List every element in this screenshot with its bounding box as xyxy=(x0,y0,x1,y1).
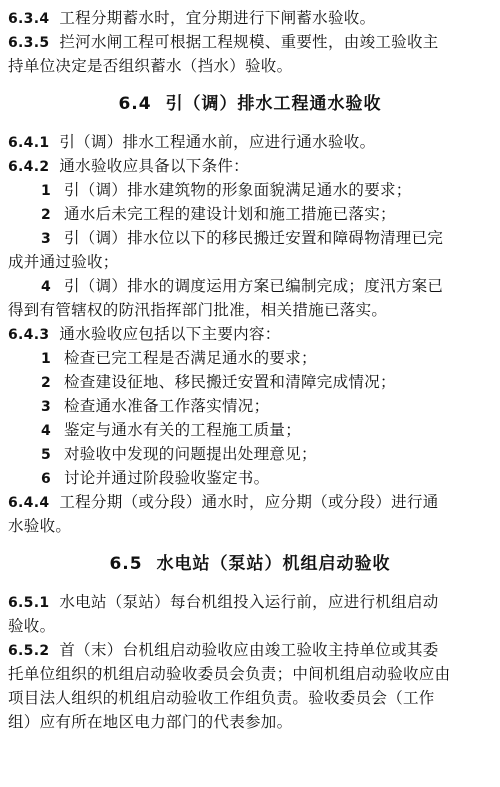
clause-text: 通水验收应具备以下条件： xyxy=(59,157,249,175)
section-title: 水电站（泵站）机组启动验收 xyxy=(156,554,391,574)
clause-text: 引（调）排水工程通水前，应进行通水验收。 xyxy=(59,133,376,151)
clause-6-4-2 xyxy=(8,154,492,178)
item-text: 引（调）排水位以下的移民搬迁安置和障碍物清理已完 xyxy=(64,229,444,247)
item-text: 成并通过验收； xyxy=(8,253,119,271)
item-text: 讨论并通过阶段验收鉴定书。 xyxy=(64,469,270,487)
list-item xyxy=(8,274,492,298)
clause-6-3-5-cont xyxy=(8,54,492,78)
clause-6-5-2-cont xyxy=(8,710,492,734)
clause-6-5-2-cont xyxy=(8,662,492,686)
list-item xyxy=(8,346,492,370)
item-number: 1 xyxy=(40,351,52,367)
item-number: 4 xyxy=(40,423,52,439)
clause-6-4-4 xyxy=(8,490,492,514)
clause-text: 托单位组织的机组启动验收委员会负责；中间机组启动验收应由 xyxy=(8,665,451,683)
item-number: 6 xyxy=(40,471,52,487)
clause-6-5-1-cont xyxy=(8,614,492,638)
clause-6-3-5 xyxy=(8,30,492,54)
item-text: 得到有管辖权的防汛指挥部门批准，相关措施已落实。 xyxy=(8,301,388,319)
section-title: 引（调）排水工程通水验收 xyxy=(165,94,382,114)
clause-number: 6.3.4 xyxy=(8,11,50,27)
clause-text: 水验收。 xyxy=(8,517,72,535)
clause-6-5-2 xyxy=(8,638,492,662)
clause-6-4-4-cont xyxy=(8,514,492,538)
clause-6-5-1 xyxy=(8,590,492,614)
clause-number: 6.4.4 xyxy=(8,495,50,511)
clause-6-5-2-cont xyxy=(8,686,492,710)
list-item xyxy=(8,442,492,466)
list-item xyxy=(8,370,492,394)
item-text: 检查已完工程是否满足通水的要求； xyxy=(64,349,317,367)
clause-number: 6.4.1 xyxy=(8,135,50,151)
clause-text: 首（末）台机组启动验收应由竣工验收主持单位或其委 xyxy=(59,641,439,659)
clause-text: 组）应有所在地区电力部门的代表参加。 xyxy=(8,713,293,731)
item-number: 1 xyxy=(40,183,52,199)
item-text: 引（调）排水的调度运用方案已编制完成；度汛方案已 xyxy=(64,277,444,295)
list-item-cont xyxy=(8,250,492,274)
item-text: 通水后未完工程的建设计划和施工措施已落实； xyxy=(64,205,396,223)
item-number: 4 xyxy=(40,279,52,295)
section-number: 6.5 xyxy=(109,554,143,574)
item-number: 5 xyxy=(40,447,52,463)
clause-text: 持单位决定是否组织蓄水（挡水）验收。 xyxy=(8,57,293,75)
clause-6-4-3 xyxy=(8,322,492,346)
clause-text: 项目法人组织的机组启动验收工作组负责。验收委员会（工作 xyxy=(8,689,435,707)
clause-text: 通水验收应包括以下主要内容： xyxy=(59,325,281,343)
clause-text: 验收。 xyxy=(8,617,56,635)
clause-number: 6.5.2 xyxy=(8,643,50,659)
item-number: 2 xyxy=(40,207,52,223)
item-text: 检查通水准备工作落实情况； xyxy=(64,397,270,415)
section-heading-6-5 xyxy=(8,544,492,584)
list-item xyxy=(8,202,492,226)
clause-6-4-1 xyxy=(8,130,492,154)
section-number: 6.4 xyxy=(118,94,152,114)
list-item xyxy=(8,394,492,418)
list-item xyxy=(8,418,492,442)
item-number: 2 xyxy=(40,375,52,391)
clause-text: 工程分期（或分段）通水时，应分期（或分段）进行通 xyxy=(59,493,439,511)
list-item xyxy=(8,226,492,250)
clause-number: 6.4.2 xyxy=(8,159,50,175)
item-text: 检查建设征地、移民搬迁安置和清障完成情况； xyxy=(64,373,396,391)
item-text: 鉴定与通水有关的工程施工质量； xyxy=(64,421,302,439)
item-text: 对验收中发现的问题提出处理意见； xyxy=(64,445,317,463)
clause-text: 水电站（泵站）每台机组投入运行前，应进行机组启动 xyxy=(59,593,439,611)
list-item-cont xyxy=(8,298,492,322)
clause-text: 拦河水闸工程可根据工程规模、重要性，由竣工验收主 xyxy=(59,33,439,51)
clause-text: 工程分期蓄水时，宜分期进行下闸蓄水验收。 xyxy=(59,9,376,27)
clause-number: 6.4.3 xyxy=(8,327,50,343)
clause-number: 6.3.5 xyxy=(8,35,50,51)
list-item xyxy=(8,466,492,490)
list-item xyxy=(8,178,492,202)
item-text: 引（调）排水建筑物的形象面貌满足通水的要求； xyxy=(64,181,412,199)
clause-number: 6.5.1 xyxy=(8,595,50,611)
section-heading-6-4 xyxy=(8,84,492,124)
item-number: 3 xyxy=(40,231,52,247)
clause-6-3-4 xyxy=(8,6,492,30)
item-number: 3 xyxy=(40,399,52,415)
